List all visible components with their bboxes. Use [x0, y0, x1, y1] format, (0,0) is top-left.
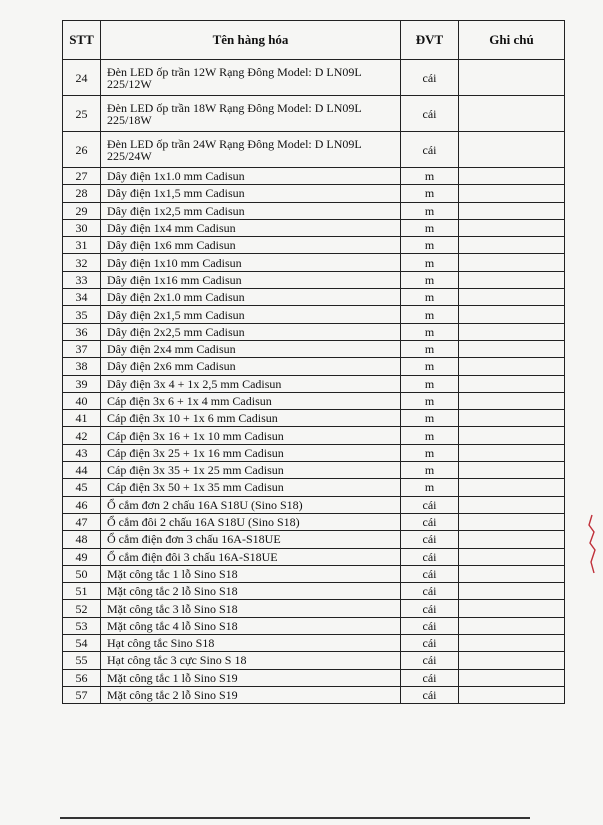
- cell-note: [459, 202, 565, 219]
- cell-note: [459, 323, 565, 340]
- cell-stt: 53: [63, 617, 101, 634]
- cell-name: Dây điện 2x2,5 mm Cadisun: [101, 323, 401, 340]
- cell-note: [459, 531, 565, 548]
- cell-stt: 35: [63, 306, 101, 323]
- cell-stt: 41: [63, 410, 101, 427]
- cell-stt: 56: [63, 669, 101, 686]
- cell-stt: 25: [63, 96, 101, 132]
- cell-stt: 31: [63, 237, 101, 254]
- cell-stt: 27: [63, 168, 101, 185]
- cell-name: Mặt công tắc 4 lỗ Sino S18: [101, 617, 401, 634]
- cell-name: Mặt công tắc 3 lỗ Sino S18: [101, 600, 401, 617]
- cell-note: [459, 635, 565, 652]
- cell-note: [459, 479, 565, 496]
- cell-unit: cái: [401, 617, 459, 634]
- cell-unit: m: [401, 168, 459, 185]
- cell-unit: m: [401, 340, 459, 357]
- table-row: [63, 219, 565, 236]
- table-row: [63, 168, 565, 185]
- cell-unit: m: [401, 479, 459, 496]
- cell-stt: 32: [63, 254, 101, 271]
- cell-unit: m: [401, 323, 459, 340]
- cell-note: [459, 271, 565, 288]
- cell-name: Mặt công tắc 1 lỗ Sino S18: [101, 565, 401, 582]
- cell-name: Hạt công tắc Sino S18: [101, 635, 401, 652]
- cell-stt: 30: [63, 219, 101, 236]
- cell-unit: m: [401, 392, 459, 409]
- cell-name: Dây điện 1x16 mm Cadisun: [101, 271, 401, 288]
- table-row: [63, 410, 565, 427]
- cell-unit: m: [401, 289, 459, 306]
- cell-stt: 29: [63, 202, 101, 219]
- cell-stt: 39: [63, 375, 101, 392]
- cell-name: Ổ cắm đôi 2 chấu 16A S18U (Sino S18): [101, 513, 401, 530]
- table-row: [63, 496, 565, 513]
- header-unit: ĐVT: [401, 21, 459, 60]
- table-row: [63, 565, 565, 582]
- cell-name: Dây điện 1x6 mm Cadisun: [101, 237, 401, 254]
- cell-stt: 45: [63, 479, 101, 496]
- cell-note: [459, 410, 565, 427]
- cell-stt: 42: [63, 427, 101, 444]
- cell-note: [459, 60, 565, 96]
- table-row: [63, 254, 565, 271]
- cell-note: [459, 254, 565, 271]
- cell-note: [459, 462, 565, 479]
- cell-name: Dây điện 1x4 mm Cadisun: [101, 219, 401, 236]
- cell-stt: 24: [63, 60, 101, 96]
- cell-note: [459, 669, 565, 686]
- cell-stt: 40: [63, 392, 101, 409]
- table-row: [63, 479, 565, 496]
- table-row: [63, 96, 565, 132]
- cell-name: Đèn LED ốp trần 12W Rạng Đông Model: D LN09L 225/12W: [101, 60, 401, 96]
- cell-unit: m: [401, 358, 459, 375]
- table-row: [63, 444, 565, 461]
- table-row: [63, 583, 565, 600]
- cell-stt: 49: [63, 548, 101, 565]
- table-row: [63, 185, 565, 202]
- cell-unit: m: [401, 444, 459, 461]
- table-row: [63, 375, 565, 392]
- cell-name: Cáp điện 3x 25 + 1x 16 mm Cadisun: [101, 444, 401, 461]
- cell-note: [459, 219, 565, 236]
- cell-note: [459, 583, 565, 600]
- table-header-row: [63, 21, 565, 60]
- cell-name: Mặt công tắc 2 lỗ Sino S19: [101, 686, 401, 703]
- cell-name: Cáp điện 3x 35 + 1x 25 mm Cadisun: [101, 462, 401, 479]
- cell-name: Ổ cắm điện đơn 3 chấu 16A-S18UE: [101, 531, 401, 548]
- cell-name: Dây điện 2x4 mm Cadisun: [101, 340, 401, 357]
- cell-note: [459, 513, 565, 530]
- table-row: [63, 600, 565, 617]
- cell-stt: 54: [63, 635, 101, 652]
- goods-table: [62, 20, 565, 704]
- cell-stt: 52: [63, 600, 101, 617]
- cell-note: [459, 392, 565, 409]
- cell-name: Cáp điện 3x 6 + 1x 4 mm Cadisun: [101, 392, 401, 409]
- cell-name: Đèn LED ốp trần 24W Rạng Đông Model: D LN09L 225/24W: [101, 132, 401, 168]
- table-row: [63, 340, 565, 357]
- cell-note: [459, 444, 565, 461]
- cell-unit: m: [401, 306, 459, 323]
- cell-note: [459, 617, 565, 634]
- table-row: [63, 548, 565, 565]
- cell-note: [459, 132, 565, 168]
- cell-note: [459, 96, 565, 132]
- cell-unit: m: [401, 254, 459, 271]
- cell-stt: 47: [63, 513, 101, 530]
- cell-unit: cái: [401, 635, 459, 652]
- table-row: [63, 531, 565, 548]
- cell-stt: 43: [63, 444, 101, 461]
- cell-name: Mặt công tắc 1 lỗ Sino S19: [101, 669, 401, 686]
- cell-stt: 38: [63, 358, 101, 375]
- table-row: [63, 358, 565, 375]
- table-row: [63, 462, 565, 479]
- cell-unit: m: [401, 427, 459, 444]
- cell-unit: m: [401, 410, 459, 427]
- cell-stt: 28: [63, 185, 101, 202]
- cell-stt: 37: [63, 340, 101, 357]
- cell-unit: m: [401, 375, 459, 392]
- table-row: [63, 323, 565, 340]
- cell-unit: cái: [401, 96, 459, 132]
- cell-unit: cái: [401, 669, 459, 686]
- table-row: [63, 289, 565, 306]
- table-row: [63, 202, 565, 219]
- table-row: [63, 306, 565, 323]
- cell-name: Ổ cắm đơn 2 chấu 16A S18U (Sino S18): [101, 496, 401, 513]
- cell-note: [459, 600, 565, 617]
- cell-unit: m: [401, 219, 459, 236]
- cell-unit: cái: [401, 60, 459, 96]
- cell-unit: cái: [401, 496, 459, 513]
- table-row: [63, 617, 565, 634]
- table-row: [63, 132, 565, 168]
- cell-unit: cái: [401, 652, 459, 669]
- cell-note: [459, 548, 565, 565]
- cell-stt: 51: [63, 583, 101, 600]
- cell-unit: cái: [401, 531, 459, 548]
- cell-name: Cáp điện 3x 16 + 1x 10 mm Cadisun: [101, 427, 401, 444]
- cell-stt: 26: [63, 132, 101, 168]
- header-name: Tên hàng hóa: [101, 21, 401, 60]
- cell-note: [459, 358, 565, 375]
- cell-name: Dây điện 1x1,5 mm Cadisun: [101, 185, 401, 202]
- table-row: [63, 271, 565, 288]
- cell-unit: m: [401, 462, 459, 479]
- cell-unit: cái: [401, 600, 459, 617]
- table-row: [63, 513, 565, 530]
- cell-unit: m: [401, 271, 459, 288]
- cell-stt: 57: [63, 686, 101, 703]
- margin-stamp-mark: [585, 510, 599, 580]
- table-row: [63, 237, 565, 254]
- cell-stt: 46: [63, 496, 101, 513]
- header-note: Ghi chú: [459, 21, 565, 60]
- table-row: [63, 652, 565, 669]
- cell-unit: cái: [401, 132, 459, 168]
- cell-stt: 44: [63, 462, 101, 479]
- cell-unit: cái: [401, 565, 459, 582]
- table-row: [63, 392, 565, 409]
- cell-name: Cáp điện 3x 50 + 1x 35 mm Cadisun: [101, 479, 401, 496]
- cell-unit: cái: [401, 686, 459, 703]
- cell-name: Dây điện 2x6 mm Cadisun: [101, 358, 401, 375]
- cell-unit: m: [401, 185, 459, 202]
- cell-note: [459, 496, 565, 513]
- cell-stt: 48: [63, 531, 101, 548]
- cell-note: [459, 340, 565, 357]
- cell-name: Đèn LED ốp trần 18W Rạng Đông Model: D LN09L 225/18W: [101, 96, 401, 132]
- cell-unit: cái: [401, 548, 459, 565]
- cell-note: [459, 306, 565, 323]
- cell-note: [459, 168, 565, 185]
- cell-name: Dây điện 1x2,5 mm Cadisun: [101, 202, 401, 219]
- cell-stt: 36: [63, 323, 101, 340]
- table-row: [63, 60, 565, 96]
- table-row: [63, 669, 565, 686]
- cell-stt: 33: [63, 271, 101, 288]
- cell-note: [459, 289, 565, 306]
- cell-stt: 34: [63, 289, 101, 306]
- cell-note: [459, 565, 565, 582]
- cell-name: Hạt công tắc 3 cực Sino S 18: [101, 652, 401, 669]
- cell-name: Cáp điện 3x 10 + 1x 6 mm Cadisun: [101, 410, 401, 427]
- table-row: [63, 427, 565, 444]
- cell-stt: 50: [63, 565, 101, 582]
- cell-name: Ổ cắm điện đôi 3 chấu 16A-S18UE: [101, 548, 401, 565]
- cell-name: Dây điện 2x1.0 mm Cadisun: [101, 289, 401, 306]
- page-bottom-rule: [60, 817, 530, 819]
- table-row: [63, 635, 565, 652]
- cell-note: [459, 652, 565, 669]
- cell-stt: 55: [63, 652, 101, 669]
- cell-note: [459, 237, 565, 254]
- cell-unit: cái: [401, 583, 459, 600]
- cell-name: Dây điện 1x1.0 mm Cadisun: [101, 168, 401, 185]
- cell-note: [459, 375, 565, 392]
- cell-unit: m: [401, 237, 459, 254]
- cell-note: [459, 686, 565, 703]
- cell-name: Dây điện 2x1,5 mm Cadisun: [101, 306, 401, 323]
- table-row: [63, 686, 565, 703]
- header-stt: STT: [63, 21, 101, 60]
- cell-name: Dây điện 3x 4 + 1x 2,5 mm Cadisun: [101, 375, 401, 392]
- cell-name: Dây điện 1x10 mm Cadisun: [101, 254, 401, 271]
- cell-unit: cái: [401, 513, 459, 530]
- cell-note: [459, 427, 565, 444]
- cell-note: [459, 185, 565, 202]
- cell-unit: m: [401, 202, 459, 219]
- cell-name: Mặt công tắc 2 lỗ Sino S18: [101, 583, 401, 600]
